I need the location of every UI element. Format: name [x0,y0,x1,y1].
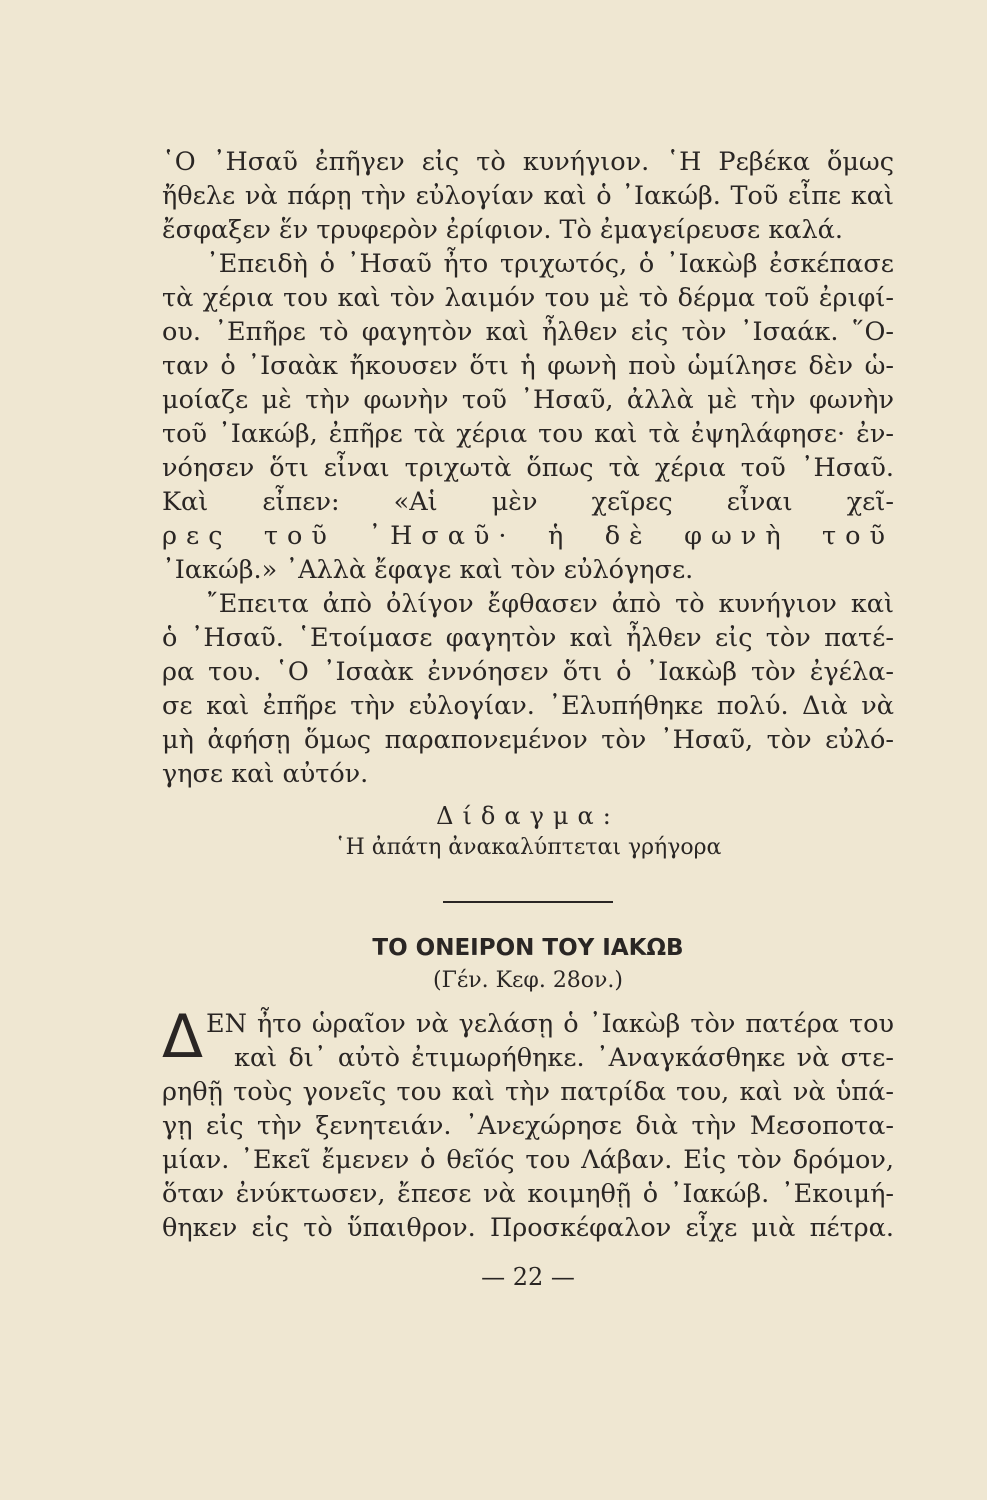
text-line: ῎Επειτα ἀπὸ ὀλίγον ἔφθασεν ἀπὸ τὸ κυνήγιον καὶ [206,589,894,619]
text-line: ὅταν ἐνύκτωσεν, ἔπεσε νὰ κοιμηθῇ ὁ ᾿Ιακώβ. ᾿Εκοιμή- [162,1179,894,1209]
text-line: ῾Ο ᾿Ησαῦ ἐπῆγεν εἰς τὸ κυνήγιον. ῾Η Ρεβέκα ὅμως [162,147,894,177]
text-line: ρα του. ῾Ο ᾿Ισαὰκ ἐννόησεν ὅτι ὁ ᾿Ιακὼβ τὸν ἐγέλα- [162,657,894,687]
text-line: ταν ὁ ᾿Ισαὰκ ἤκουσεν ὅτι ἡ φωνὴ ποὺ ὡμίλησε δὲν ὡ- [162,351,894,381]
text-line: καὶ δι᾿ αὐτὸ ἐτιμωρήθηκε. ᾿Αναγκάσθηκε νὰ στε- [234,1043,894,1073]
drop-cap: Δ [162,1002,204,1072]
text-line: ᾿Επειδὴ ὁ ᾿Ησαῦ ἦτο τριχωτός, ὁ ᾿Ιακὼβ ἐσκέπασε [206,249,894,279]
text-line: μὴ ἀφήσῃ ὅμως παραπονεμένον τὸν ᾿Ησαῦ, τὸν εὐλό- [162,725,894,755]
text-line: ἤθελε νὰ πάρῃ τὴν εὐλογίαν καὶ ὁ ᾿Ιακώβ. Τοῦ εἶπε καὶ [162,181,894,211]
text-line: Καὶ εἶπεν: «Αἱ μὲν χεῖρες εἶναι χεῖ- [162,487,894,517]
text-line: τὰ χέρια του καὶ τὸν λαιμόν του μὲ τὸ δέρμα τοῦ ἐριφί- [162,283,894,313]
text-line: θηκεν εἰς τὸ ὕπαιθρον. Προσκέφαλον εἶχε μιὰ πέτρα. [162,1213,894,1243]
story-esau-paragraph [162,145,894,791]
text-line: ἔσφαξεν ἕν τρυφερὸν ἐρίφιον. Τὸ ἐμαγείρευσε καλά. [162,215,843,245]
text-line: ου. ᾿Επῆρε τὸ φαγητὸν καὶ ἦλθεν εἰς τὸν ᾿Ισαάκ. ῞Ο- [162,317,894,347]
text-line: ρηθῇ τοὺς γονεῖς του καὶ τὴν πατρίδα του, καὶ νὰ ὑπά- [162,1077,894,1107]
text-line: ρες τοῦ ᾿Ησαῦ· ἡ δὲ φωνὴ τοῦ [162,521,894,551]
text-line: γῃ εἰς τὴν ξενητειάν. ᾿Ανεχώρησε διὰ τὴν Μεσοποτα- [162,1111,894,1141]
story-dream-paragraph [162,1002,894,1245]
text-line: γησε καὶ αὐτόν. [162,759,369,789]
text-line: νόησεν ὅτι εἶναι τριχωτὰ ὅπως τὰ χέρια τοῦ ᾿Ησαῦ. [162,453,894,483]
text-line: μοίαζε μὲ τὴν φωνὴν τοῦ ᾿Ησαῦ, ἀλλὰ μὲ τὴν φωνὴν [162,385,894,415]
didagma-text: ῾Η ἀπάτη ἀνακαλύπτεται γρήγορα [334,835,722,860]
text-line: σε καὶ ἐπῆρε τὴν εὐλογίαν. ᾿Ελυπήθηκε πολύ. Διὰ νὰ [162,691,894,721]
text-column [162,145,894,1295]
section-title: ΤΟ ΟΝΕΙΡΟΝ ΤΟΥ ΙΑΚΩΒ [372,935,684,961]
text-line: ᾿Ιακώβ.» ᾿Αλλὰ ἔφαγε καὶ τὸν εὐλόγησε. [162,555,694,585]
page-number: — 22 — [481,1263,575,1291]
section-reference: (Γέν. Κεφ. 28ον.) [432,968,624,993]
text-line: ΕΝ ἦτο ὡραῖον νὰ γελάσῃ ὁ ᾿Ιακὼβ τὸν πατέρα του [206,1009,894,1039]
text-line: τοῦ ᾿Ιακώβ, ἐπῆρε τὰ χέρια του καὶ τὰ ἐψηλάφησε· ἐν- [162,419,894,449]
text-line: ὁ ᾿Ησαῦ. ῾Ετοίμασε φαγητὸν καὶ ἦλθεν εἰς τὸν πατέ- [162,623,894,653]
text-line: μίαν. ᾿Εκεῖ ἔμενεν ὁ θεῖός του Λάβαν. Εἰς τὸν δρόμον, [162,1145,894,1175]
section-divider [443,901,613,903]
didagma-label: Δίδαγμα: [436,802,620,830]
